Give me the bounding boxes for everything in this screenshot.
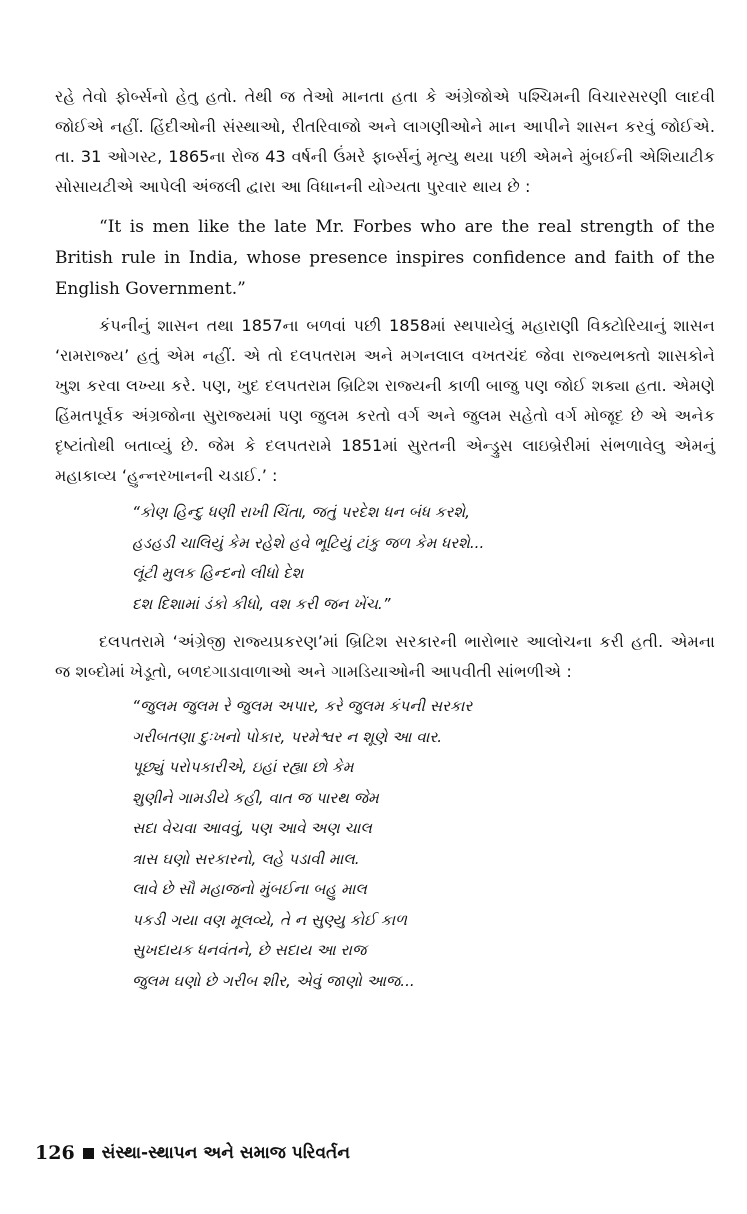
poem-line: “કોણ હિન્દુ ધણી રાખી ચિંતા, જતું પરદેશ ધન બંધ કરશે, [132, 503, 470, 521]
paragraph-forbes-intent: રહે તેવો ફોર્બ્સનો હેતુ હતો. તેથી જ તેઓ માનતા હતા કે અંગ્રેજોએ પશ્ચિમની વિચારસરણી લાદવી જોઈએ નહીં. હિંદીઓની સંસ્થાઓ, રીતરિવાજો અને લાગણીઓને માન આપીને શાસન કરવું જોઈએ. તા. 31 ઓગસ્ટ, 1865ના રોજ 43 વર્ષની ઉંમરે ફાર્બ્સનું મૃત્યુ થયા પછી એમને મુંબઈની એશિયાટીક સોસાયટીએ આપેલી અંજલી દ્વારા આ વિધાનની યોગ્યતા પુરવાર થાય છે : [55, 87, 715, 196]
page-footer [35, 1142, 350, 1164]
poem-line: “જુલમ જુલમ રે જુલમ અપાર, કરે જુલમ કંપની સરકાર [132, 697, 473, 715]
paragraph-company-rule: કંપનીનું શાસન તથા 1857ના બળવાં પછી 1858માં સ્થપાયેલું મહારાણી વિક્ટોરિયાનું શાસન ‘રામરાજ્ય’ હતું એમ નહીં. એ તો દલપતરામ અને મગનલાલ વખતચંદ જેવા રાજ્યભક્તો શાસકોને ખુશ કરવા લખ્યા કરે. પણ, ખુદ દલપતરામ બ્રિટિશ રાજ્યની કાળી બાજુ પણ જોઈ શક્યા હતા. એમણે હિંમતપૂર્વક અંગ્રજોના સુરાજ્યમાં પણ જુલમ કરતો વર્ગ અને જુલમ સહેતો વર્ગ મોજૂદ છે એ અનેક દૃષ્ટાંતોથી બતાવ્યું છે. જેમ કે દલપતરામે 1851માં સુરતની એન્ડ્રુસ લાઇબ્રેરીમાં સંભળાવેલુ એમનું મહાકાવ્ય ‘હુન્નરખાનની ચડાઈ.’ : [55, 316, 715, 485]
english-quote: “It is men like the late Mr. Forbes who are the real strength of the British rule in India, whose presence inspires confidence and faith of the English Government.” [55, 217, 715, 299]
square-bullet-icon [83, 1148, 94, 1159]
poem-line: પૂછ્યું પરોપકારીએ, ઇહાં રહ્યા છો કેમ [132, 758, 354, 776]
poem-line: લૂંટી મુલક હિન્દનો લીધો દેશ [132, 564, 304, 582]
poem-line: શુણીને ગામડીયે કહી, વાત જ પારથ જેમ [132, 788, 379, 807]
poem-line: હડહડી ચાલિયું કેમ રહેશે હવે ભૂટિયું ટાંકુ જળ કેમ ધરશે... [132, 533, 485, 552]
poem-julam [132, 691, 715, 996]
paragraph-rajyaprakaran: દલપતરામે ‘અંગ્રેજી રાજ્યપ્રકરણ’માં બ્રિટિશ સરકારની ભારોભાર આલોચના કરી હતી. એમના જ શબ્દોમાં ખેડૂતો, બળદગાડાવાળાઓ અને ગામડિયાઓની આપવીતી સાંભળીએ : [55, 632, 715, 681]
poem-hunnarkhan [132, 497, 715, 619]
poem-line: ગરીબતણા દુઃખનો પોકાર, પરમેશ્વર ન શૂણે આ વાર. [132, 727, 443, 746]
poem-line: પકડી ગયા વણ મૂલવ્યે, તે ન સુણ્યુ કોઈ કાળ [132, 910, 407, 929]
poem-line: લાવે છે સૌ મહાજનો મુંબઈના બહુ માલ [132, 880, 367, 898]
book-title: સંસ્થા-સ્થાપન અને સમાજ પરિવર્તન [101, 1143, 350, 1163]
poem-line: સુખદાયક ધનવંતને, છે સદાય આ રાજ [132, 941, 367, 959]
page-number: 126 [35, 1142, 75, 1164]
poem-line: દશ દિશામાં ડંકો કીધો, વશ કરી જન ખેંચ.” [132, 594, 391, 613]
poem-line: સદા વેચવા આવવું, પણ આવે અણ ચાલ [132, 819, 372, 837]
poem-line: ત્રાસ ઘણો સરકારનો, લહે પડાવી માલ. [132, 849, 360, 868]
page-body [55, 82, 715, 996]
poem-line: જુલમ ઘણો છે ગરીબ શીર, એવું જાણો આજ... [132, 971, 415, 990]
